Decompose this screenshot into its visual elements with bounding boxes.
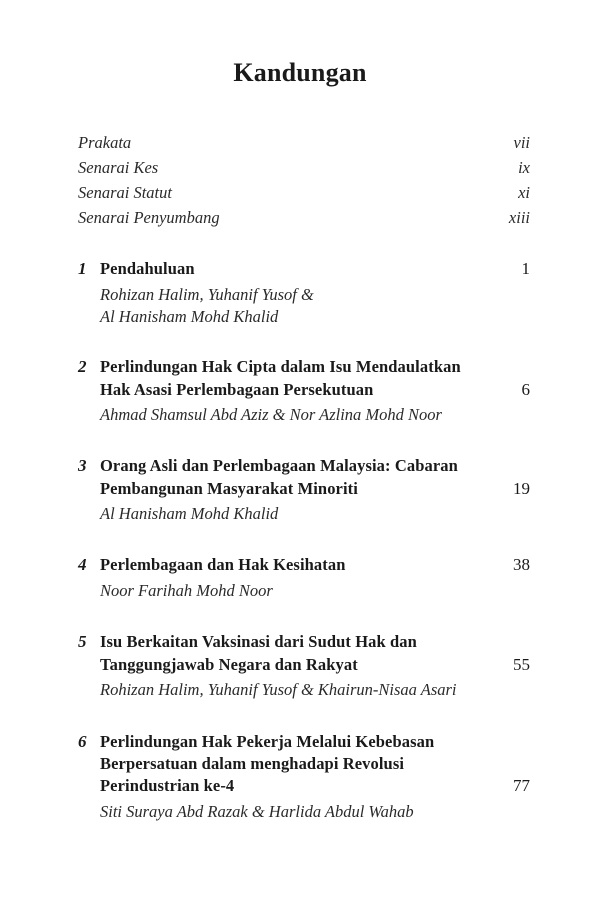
chapter-author: Rohizan Halim, Yuhanif Yusof & Khairun-Nisaa Asari bbox=[100, 680, 457, 699]
chapter-page: 38 bbox=[513, 555, 530, 574]
chapter-author: Siti Suraya Abd Razak & Harlida Abdul Wahab bbox=[100, 802, 414, 821]
chapter-title: Hak Asasi Perlembagaan Persekutuan bbox=[100, 380, 374, 399]
chapter-number: 6 bbox=[78, 732, 87, 751]
chapter-author: Al Hanisham Mohd Khalid bbox=[100, 504, 279, 523]
chapter-title: Isu Berkaitan Vaksinasi dari Sudut Hak dan bbox=[100, 632, 417, 651]
front-matter-page: ix bbox=[518, 158, 530, 177]
chapter-entry-1[interactable] bbox=[78, 258, 530, 330]
chapter-entry-4[interactable] bbox=[78, 554, 530, 604]
chapter-author: Rohizan Halim, Yuhanif Yusof & bbox=[100, 285, 314, 304]
front-matter-label: Prakata bbox=[78, 133, 132, 152]
chapter-title: Berpersatuan dalam menghadapi Revolusi bbox=[100, 754, 405, 773]
chapter-title: Orang Asli dan Perlembagaan Malaysia: Cabaran bbox=[100, 456, 458, 475]
front-matter-page: xi bbox=[518, 183, 530, 202]
chapter-author: Noor Farihah Mohd Noor bbox=[100, 581, 273, 600]
chapter-number: 1 bbox=[78, 259, 87, 278]
chapter-author: Ahmad Shamsul Abd Aziz & Nor Azlina Mohd Noor bbox=[100, 405, 442, 424]
chapter-entry-6[interactable] bbox=[78, 731, 530, 826]
chapter-number: 5 bbox=[78, 632, 87, 651]
chapter-page: 77 bbox=[513, 776, 530, 795]
chapter-title: Perlindungan Hak Cipta dalam Isu Mendaulatkan bbox=[100, 357, 461, 376]
chapter-title: Perindustrian ke-4 bbox=[100, 776, 235, 795]
front-matter-label: Senarai Penyumbang bbox=[78, 208, 220, 227]
chapter-author: Al Hanisham Mohd Khalid bbox=[100, 307, 279, 326]
chapter-page: 6 bbox=[521, 380, 530, 399]
chapter-page: 55 bbox=[513, 655, 530, 674]
chapter-entry-5[interactable] bbox=[78, 631, 530, 703]
chapter-number: 4 bbox=[78, 555, 87, 574]
chapter-entry-2[interactable] bbox=[78, 356, 530, 428]
chapter-title: Perlembagaan dan Hak Kesihatan bbox=[100, 555, 346, 574]
chapter-title: Tanggungjawab Negara dan Rakyat bbox=[100, 655, 358, 674]
front-matter-page: vii bbox=[513, 133, 530, 152]
front-matter-label: Senarai Statut bbox=[78, 183, 172, 202]
page-title: Kandungan bbox=[233, 58, 367, 87]
front-matter-label: Senarai Kes bbox=[78, 158, 159, 177]
chapter-number: 2 bbox=[78, 357, 87, 376]
chapter-title: Pembangunan Masyarakat Minoriti bbox=[100, 479, 358, 498]
chapter-title: Pendahuluan bbox=[100, 259, 195, 278]
front-matter-page: xiii bbox=[508, 208, 530, 227]
chapter-page: 1 bbox=[521, 259, 530, 278]
chapter-page: 19 bbox=[513, 479, 530, 498]
chapter-entry-3[interactable] bbox=[78, 455, 530, 527]
chapter-title: Perlindungan Hak Pekerja Melalui Kebebasan bbox=[100, 732, 435, 751]
chapter-number: 3 bbox=[78, 456, 87, 475]
